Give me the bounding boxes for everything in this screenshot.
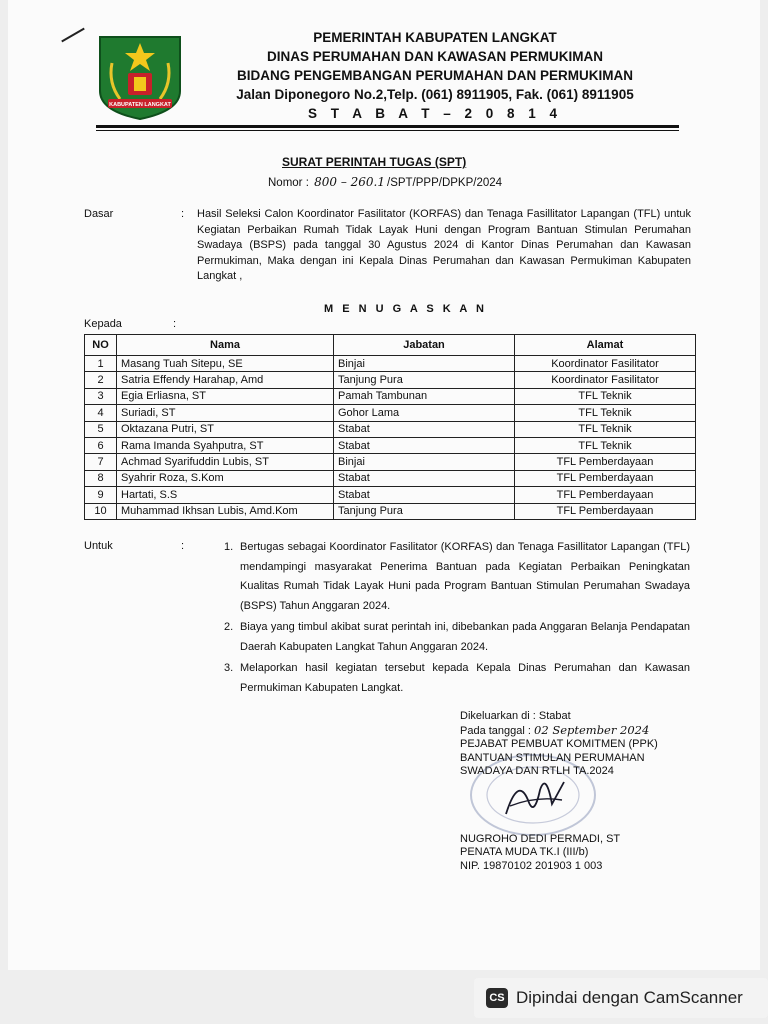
kepada-colon: :: [173, 318, 177, 330]
nomor-label: Nomor :: [268, 177, 309, 189]
signer-role-line2: BANTUAN STIMULAN PERUMAHAN: [460, 751, 645, 764]
cell-no: 2: [85, 372, 117, 388]
letterhead-line2: DINAS PERUMAHAN DAN KAWASAN PERMUKIMAN: [266, 49, 603, 64]
cell-jabatan: Binjai: [334, 356, 515, 372]
table-row: [85, 388, 696, 404]
untuk-label: Untuk: [84, 540, 113, 552]
cell-nama: Syahrir Roza, S.Kom: [117, 470, 334, 486]
cell-alamat: Koordinator Fasilitator: [515, 372, 696, 388]
cell-nama: Satria Effendy Harahap, Amd: [117, 372, 334, 388]
table-header-row: [85, 335, 696, 356]
cell-jabatan: Stabat: [334, 487, 515, 503]
date-label: Pada tanggal: [460, 724, 525, 737]
list-item: [224, 618, 690, 657]
list-item: [224, 538, 690, 616]
cell-nama: Hartati, S.S: [117, 487, 334, 503]
item-number: 2.: [224, 621, 234, 633]
cell-jabatan: Stabat: [334, 470, 515, 486]
cell-no: 1: [85, 356, 117, 372]
cell-nama: Oktazana Putri, ST: [117, 421, 334, 437]
header-jabatan: Jabatan: [334, 335, 515, 356]
cell-no: 4: [85, 405, 117, 421]
cell-nama: Suriadi, ST: [117, 405, 334, 421]
item-text: Bertugas sebagai Koordinator Fasilitator (KORFAS) dan Tenaga Fasillitator Lapangan (TFL) mendampingi masyarakat Penerima Bantuan pada Kegiatan Perbaikan Peningkatan Kualitas Rumah Tidak Layak Huni pada Program Bantuan Stimulan Perumahan Swadaya (BSPS) Tahun Anggaran 2024.: [240, 541, 690, 612]
cell-nama: Achmad Syarifuddin Lubis, ST: [117, 454, 334, 470]
table-row: [85, 454, 696, 470]
cell-no: 8: [85, 470, 117, 486]
signer-role-line3: SWADAYA DAN RTLH TA.2024: [460, 765, 614, 777]
cell-jabatan: Pamah Tambunan: [334, 388, 515, 404]
table-row: [85, 487, 696, 503]
table-row: [85, 437, 696, 453]
document-number: [268, 175, 502, 189]
dasar-colon: :: [181, 208, 185, 220]
cell-alamat: TFL Pemberdayaan: [515, 487, 696, 503]
header-rule-thick: [96, 125, 679, 128]
header-alamat: Alamat: [515, 335, 696, 356]
letterhead-line1: PEMERINTAH KABUPATEN LANGKAT: [313, 30, 557, 45]
table-row: [85, 503, 696, 519]
item-text: Melaporkan hasil kegiatan tersebut kepada Kepala Dinas Perumahan dan Kawasan Permukiman Kabupaten Langkat.: [240, 662, 690, 694]
header-no: NO: [85, 335, 117, 356]
dasar-text: Hasil Seleksi Calon Koordinator Fasilitator (KORFAS) dan Tenaga Fasillitator Lapangan (TFL) untuk Kegiatan Perbaikan Rumah Tidak Layak Huni dengan Program Bantuan Stimulan Perumahan Swadaya (BSPS) pada tanggal 30 Agustus 2024 di Kantor Dinas Perumahan dan Kawasan Permukiman, Maka dengan ini Kepala Dinas Perumahan dan Kawasan Permukiman Kabupaten Langkat ,: [197, 208, 691, 282]
nomor-handwritten: 800 – 260.1: [314, 175, 385, 189]
cell-jabatan: Gohor Lama: [334, 405, 515, 421]
cell-jabatan: Stabat: [334, 421, 515, 437]
cell-nama: Egia Erliasna, ST: [117, 388, 334, 404]
item-number: 3.: [224, 662, 234, 674]
untuk-colon: :: [181, 540, 185, 552]
cell-alamat: TFL Teknik: [515, 437, 696, 453]
cell-nama: Masang Tuah Sitepu, SE: [117, 356, 334, 372]
camscanner-logo-icon: CS: [486, 988, 508, 1008]
letterhead-address: Jalan Diponegoro No.2,Telp. (061) 8911905, Fak. (061) 8911905: [236, 87, 634, 102]
cell-no: 7: [85, 454, 117, 470]
cell-nama: Rama Imanda Syahputra, ST: [117, 437, 334, 453]
signature-block: [460, 710, 658, 873]
header-rule-thin: [96, 130, 679, 131]
date-handwritten: 02 September 2024: [534, 722, 650, 737]
letterhead-line3: BIDANG PENGEMBANGAN PERUMAHAN DAN PERMUKIMAN: [236, 68, 633, 83]
cell-alamat: TFL Pemberdayaan: [515, 503, 696, 519]
cell-jabatan: Binjai: [334, 454, 515, 470]
date-colon: :: [527, 724, 531, 737]
kepada-label: Kepada: [84, 318, 122, 330]
cell-alamat: TFL Teknik: [515, 421, 696, 437]
dasar-label: Dasar: [84, 208, 114, 220]
cell-no: 5: [85, 421, 117, 437]
cell-alamat: TFL Teknik: [515, 388, 696, 404]
list-item: [224, 659, 690, 698]
signer-nip: NIP. 19870102 201903 1 003: [460, 859, 603, 872]
nomor-suffix: /SPT/PPP/DPKP/2024: [387, 177, 503, 189]
letterhead: [205, 28, 665, 123]
cell-nama: Muhammad Ikhsan Lubis, Amd.Kom: [117, 503, 334, 519]
cell-alamat: TFL Pemberdayaan: [515, 454, 696, 470]
assignee-table: [84, 334, 696, 520]
signer-name: NUGROHO DEDI PERMADI, ST: [460, 832, 621, 845]
regency-logo-icon: [94, 33, 186, 121]
signer-role-line1: PEJABAT PEMBUAT KOMITMEN (PPK): [460, 738, 658, 750]
issue-date: [460, 724, 658, 739]
table-row: [85, 356, 696, 372]
cell-alamat: TFL Pemberdayaan: [515, 470, 696, 486]
camscanner-text: Dipindai dengan CamScanner: [516, 988, 743, 1007]
table-row: [85, 372, 696, 388]
letterhead-city: S T A B A T – 2 0 8 1 4: [307, 106, 563, 121]
cell-alamat: TFL Teknik: [515, 405, 696, 421]
item-number: 1.: [224, 541, 234, 553]
cell-no: 9: [85, 487, 117, 503]
logo-text: KABUPATEN LANGKAT: [109, 102, 171, 108]
untuk-list: [224, 538, 690, 700]
cell-no: 6: [85, 437, 117, 453]
menugaskan-heading: M E N U G A S K A N: [324, 303, 487, 315]
issued-at: Dikeluarkan di : Stabat: [460, 710, 571, 722]
cell-alamat: Koordinator Fasilitator: [515, 356, 696, 372]
header-nama: Nama: [117, 335, 334, 356]
signer-rank: PENATA MUDA TK.I (III/b): [460, 846, 589, 858]
table-row: [85, 470, 696, 486]
cell-jabatan: Tanjung Pura: [334, 503, 515, 519]
cell-no: 10: [85, 503, 117, 519]
table-row: [85, 421, 696, 437]
item-text: Biaya yang timbul akibat surat perintah ini, dibebankan pada Anggaran Belanja Pendapatan Daerah Kabupaten Langkat Tahun Anggaran 2024.: [240, 621, 690, 653]
camscanner-watermark: [474, 978, 768, 1018]
table-row: [85, 405, 696, 421]
cell-jabatan: Stabat: [334, 437, 515, 453]
document-title: SURAT PERINTAH TUGAS (SPT): [282, 155, 467, 169]
cell-jabatan: Tanjung Pura: [334, 372, 515, 388]
cell-no: 3: [85, 388, 117, 404]
